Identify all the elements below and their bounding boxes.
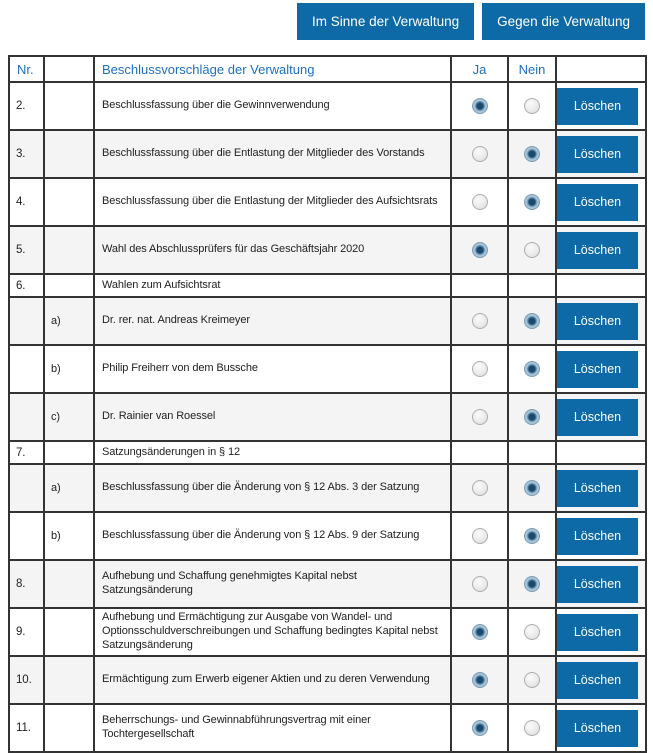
delete-button[interactable]: Löschen xyxy=(557,136,638,173)
proposal-text-cell: Beherrschungs- und Gewinnabführungsvertrag mit einer Tochtergesellschaft xyxy=(94,704,451,752)
proposal-text-cell: Beschlussfassung über die Entlastung der Mitglieder des Aufsichtsrats xyxy=(94,178,451,226)
row-subletter-cell xyxy=(44,704,94,752)
delete-button[interactable]: Löschen xyxy=(557,399,638,436)
table-header-row xyxy=(9,56,646,82)
nein-vote-cell xyxy=(508,512,556,560)
ja-radio[interactable] xyxy=(472,576,488,592)
proposal-text-cell: Dr. rer. nat. Andreas Kreimeyer xyxy=(94,297,451,345)
nein-radio[interactable] xyxy=(524,720,540,736)
ja-radio[interactable] xyxy=(472,409,488,425)
action-cell xyxy=(556,130,646,178)
proposal-text-cell: Beschlussfassung über die Änderung von § 12 Abs. 9 der Satzung xyxy=(94,512,451,560)
ja-vote-cell xyxy=(451,656,508,704)
action-cell xyxy=(556,560,646,608)
row-subletter-cell xyxy=(44,130,94,178)
proposal-text-cell: Philip Freiherr von dem Bussche xyxy=(94,345,451,393)
proposals-table xyxy=(8,55,647,753)
row-subletter-cell xyxy=(44,82,94,130)
row-subletter-cell: a) xyxy=(44,297,94,345)
nein-radio[interactable] xyxy=(524,98,540,114)
delete-button[interactable]: Löschen xyxy=(557,88,638,125)
toolbar xyxy=(0,0,653,40)
nein-radio[interactable] xyxy=(524,480,540,496)
column-header-ja: Ja xyxy=(451,56,508,82)
row-subletter-cell: b) xyxy=(44,345,94,393)
action-cell xyxy=(556,82,646,130)
column-header-action xyxy=(556,56,646,82)
row-number-cell xyxy=(9,345,44,393)
row-subletter-cell: b) xyxy=(44,512,94,560)
row-subletter-cell xyxy=(44,560,94,608)
proposal-row xyxy=(9,178,646,226)
row-number-cell: 9. xyxy=(9,608,44,656)
row-subletter-cell: c) xyxy=(44,393,94,441)
row-number-cell: 2. xyxy=(9,82,44,130)
nein-radio[interactable] xyxy=(524,361,540,377)
proposal-text-cell: Beschlussfassung über die Gewinnverwendung xyxy=(94,82,451,130)
action-cell xyxy=(556,297,646,345)
ja-vote-cell xyxy=(451,704,508,752)
row-number-cell xyxy=(9,297,44,345)
section-header-row xyxy=(9,441,646,464)
column-header-sub xyxy=(44,56,94,82)
nein-vote-cell xyxy=(508,464,556,512)
nein-vote-cell xyxy=(508,345,556,393)
row-number-cell: 3. xyxy=(9,130,44,178)
column-header-nein: Nein xyxy=(508,56,556,82)
nein-vote-cell xyxy=(508,656,556,704)
proposal-row xyxy=(9,345,646,393)
row-number-cell: 6. xyxy=(9,274,44,297)
row-subletter-cell: a) xyxy=(44,464,94,512)
ja-vote-cell xyxy=(451,393,508,441)
ja-vote-cell xyxy=(451,560,508,608)
ja-vote-cell-empty xyxy=(451,274,508,297)
proposal-row xyxy=(9,704,646,752)
row-number-cell: 5. xyxy=(9,226,44,274)
proposal-text-cell: Aufhebung und Schaffung genehmigtes Kapital nebst Satzungsänderung xyxy=(94,560,451,608)
row-number-cell: 8. xyxy=(9,560,44,608)
vote-all-against-management-button[interactable]: Gegen die Verwaltung xyxy=(482,3,645,40)
nein-vote-cell xyxy=(508,393,556,441)
nein-vote-cell xyxy=(508,608,556,656)
action-cell-empty xyxy=(556,274,646,297)
ja-radio[interactable] xyxy=(472,313,488,329)
section-header-row xyxy=(9,274,646,297)
action-cell xyxy=(556,608,646,656)
action-cell xyxy=(556,464,646,512)
row-subletter-cell xyxy=(44,178,94,226)
row-subletter-cell xyxy=(44,608,94,656)
proposal-row xyxy=(9,130,646,178)
ja-radio[interactable] xyxy=(472,672,488,688)
ja-vote-cell xyxy=(451,130,508,178)
row-number-cell: 7. xyxy=(9,441,44,464)
nein-vote-cell-empty xyxy=(508,441,556,464)
proposal-row xyxy=(9,297,646,345)
nein-vote-cell-empty xyxy=(508,274,556,297)
ja-radio[interactable] xyxy=(472,98,488,114)
ja-radio[interactable] xyxy=(472,242,488,258)
delete-button[interactable]: Löschen xyxy=(557,303,638,340)
nein-radio[interactable] xyxy=(524,242,540,258)
ja-vote-cell xyxy=(451,608,508,656)
nein-vote-cell xyxy=(508,297,556,345)
nein-radio[interactable] xyxy=(524,194,540,210)
proposal-row xyxy=(9,464,646,512)
ja-vote-cell xyxy=(451,512,508,560)
nein-vote-cell xyxy=(508,178,556,226)
nein-radio[interactable] xyxy=(524,313,540,329)
ja-vote-cell xyxy=(451,226,508,274)
action-cell xyxy=(556,512,646,560)
proposal-text-cell: Satzungsänderungen in § 12 xyxy=(94,441,451,464)
nein-vote-cell xyxy=(508,704,556,752)
action-cell xyxy=(556,704,646,752)
proposal-text-cell: Aufhebung und Ermächtigung zur Ausgabe von Wandel- und Optionsschuldverschreibungen und Schaffung bedingtes Kapital nebst Satzungsänderung xyxy=(94,608,451,656)
proposal-row xyxy=(9,608,646,656)
proposal-row xyxy=(9,656,646,704)
row-subletter-cell xyxy=(44,656,94,704)
row-number-cell: 11. xyxy=(9,704,44,752)
proposal-row xyxy=(9,512,646,560)
ja-radio[interactable] xyxy=(472,194,488,210)
nein-vote-cell xyxy=(508,226,556,274)
ja-vote-cell xyxy=(451,297,508,345)
row-number-cell xyxy=(9,512,44,560)
proposal-text-cell: Wahl des Abschlussprüfers für das Geschäftsjahr 2020 xyxy=(94,226,451,274)
proposal-text-cell: Beschlussfassung über die Entlastung der Mitglieder des Vorstands xyxy=(94,130,451,178)
row-subletter-cell xyxy=(44,441,94,464)
action-cell xyxy=(556,393,646,441)
row-number-cell: 10. xyxy=(9,656,44,704)
delete-button[interactable]: Löschen xyxy=(557,470,638,507)
action-cell xyxy=(556,226,646,274)
row-subletter-cell xyxy=(44,226,94,274)
proposal-row xyxy=(9,226,646,274)
nein-radio[interactable] xyxy=(524,146,540,162)
action-cell xyxy=(556,656,646,704)
nein-vote-cell xyxy=(508,130,556,178)
delete-button[interactable]: Löschen xyxy=(557,351,638,388)
proposal-text-cell: Ermächtigung zum Erwerb eigener Aktien und zu deren Verwendung xyxy=(94,656,451,704)
row-number-cell xyxy=(9,464,44,512)
delete-button[interactable]: Löschen xyxy=(557,518,638,555)
proposal-text-cell: Wahlen zum Aufsichtsrat xyxy=(94,274,451,297)
ja-vote-cell xyxy=(451,464,508,512)
row-number-cell xyxy=(9,393,44,441)
column-header-proposal: Beschlussvorschläge der Verwaltung xyxy=(94,56,451,82)
delete-button[interactable]: Löschen xyxy=(557,232,638,269)
nein-radio[interactable] xyxy=(524,409,540,425)
ja-radio[interactable] xyxy=(472,361,488,377)
proposal-text-cell: Dr. Rainier van Roessel xyxy=(94,393,451,441)
nein-radio[interactable] xyxy=(524,528,540,544)
action-cell xyxy=(556,345,646,393)
ja-radio[interactable] xyxy=(472,720,488,736)
nein-radio[interactable] xyxy=(524,624,540,640)
delete-button[interactable]: Löschen xyxy=(557,566,638,603)
ja-radio[interactable] xyxy=(472,146,488,162)
row-subletter-cell xyxy=(44,274,94,297)
action-cell xyxy=(556,178,646,226)
ja-vote-cell xyxy=(451,178,508,226)
proposal-row xyxy=(9,393,646,441)
nein-radio[interactable] xyxy=(524,672,540,688)
row-number-cell: 4. xyxy=(9,178,44,226)
ja-radio[interactable] xyxy=(472,528,488,544)
nein-vote-cell xyxy=(508,560,556,608)
vote-all-with-management-button[interactable]: Im Sinne der Verwaltung xyxy=(297,3,474,40)
ja-vote-cell-empty xyxy=(451,441,508,464)
delete-button[interactable]: Löschen xyxy=(557,662,638,699)
proposal-row xyxy=(9,82,646,130)
nein-radio[interactable] xyxy=(524,576,540,592)
ja-vote-cell xyxy=(451,82,508,130)
ja-radio[interactable] xyxy=(472,480,488,496)
action-cell-empty xyxy=(556,441,646,464)
ja-radio[interactable] xyxy=(472,624,488,640)
delete-button[interactable]: Löschen xyxy=(557,710,638,747)
delete-button[interactable]: Löschen xyxy=(557,184,638,221)
proposal-row xyxy=(9,560,646,608)
delete-button[interactable]: Löschen xyxy=(557,614,638,651)
nein-vote-cell xyxy=(508,82,556,130)
ja-vote-cell xyxy=(451,345,508,393)
column-header-nr: Nr. xyxy=(9,56,44,82)
proposal-text-cell: Beschlussfassung über die Änderung von § 12 Abs. 3 der Satzung xyxy=(94,464,451,512)
